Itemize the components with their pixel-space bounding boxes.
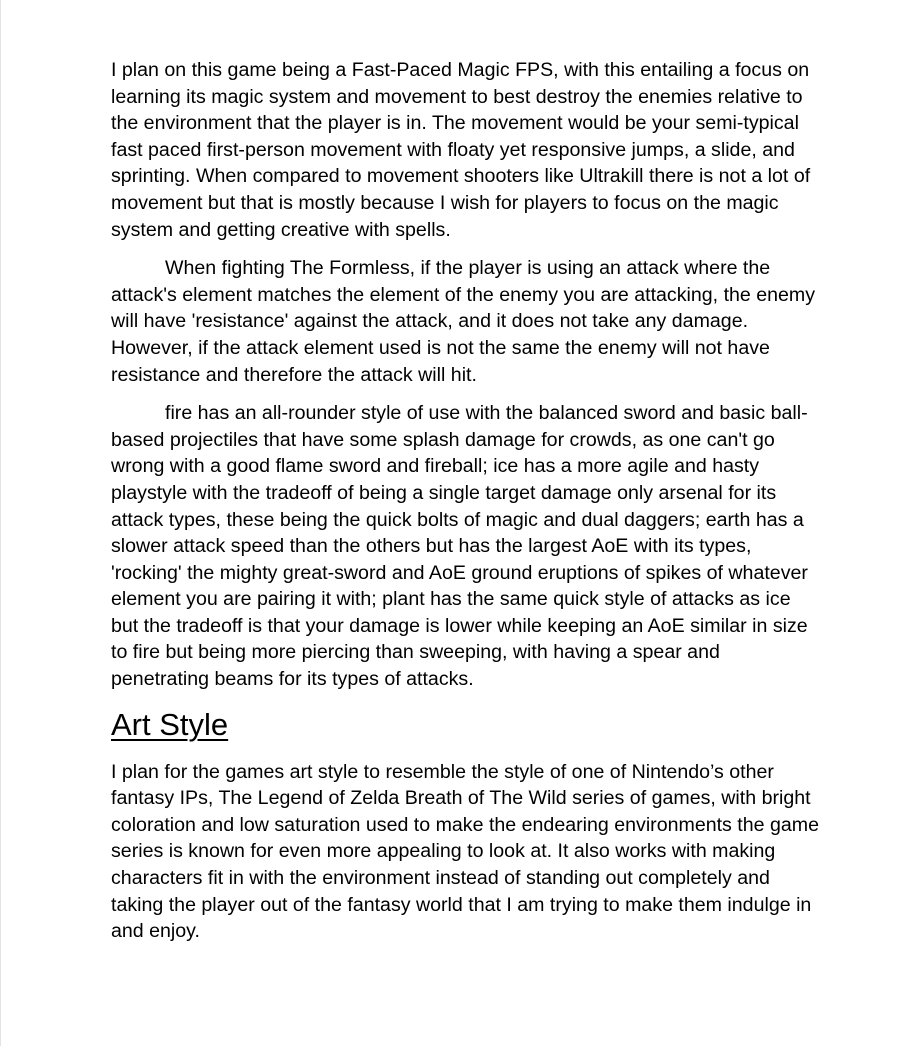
section-heading-art-style: Art Style	[111, 706, 229, 742]
paragraph-game-overview: I plan on this game being a Fast-Paced Magic FPS, with this entailing a focus on learning its magic system and movement to best destroy the enemies relative to the environment that the player is in. The movement would be your semi-typical fast paced first-person movement with floaty yet responsive jumps, a slide, and sprinting. When compared to movement shooters like Ultrakill there is not a lot of movement but that is mostly because I wish for players to focus on the magic system and getting creative with spells.	[111, 59, 811, 241]
paragraph-art-style: I plan for the games art style to resemble the style of one of Nintendo’s other fantasy IPs, The Legend of Zelda Breath of The Wild series of games, with bright coloration and low saturation used to make the endearing environments the game series is known for even more appealing to look at. It also works with making characters fit in with the environment instead of standing out completely and taking the player out of the fantasy world that I am trying to make them indulge in and enjoy.	[111, 760, 819, 943]
paragraph-element-styles: fire has an all-rounder style of use with the balanced sword and basic ball-based projectiles that have some splash damage for crowds, as one can't go wrong with a good flame sword and fireball; ice has a more agile and hasty playstyle with the tradeoff of being a single target damage only arsenal for its attack types, these being the quick bolts of magic and dual daggers; earth has a slower attack speed than the others but has the largest AoE with its types, 'rocking' the mighty great-sword and AoE ground eruptions of spikes of whatever element you are pairing it with; plant has the same quick style of attacks as ice but the tradeoff is that your damage is lower while keeping an AoE similar in size to fire but being more piercing than sweeping, with having a spear and penetrating beams for its types of attacks.	[111, 402, 808, 691]
document-body	[111, 57, 821, 957]
paragraph-formless-resistance: When fighting The Formless, if the player is using an attack where the attack's element matches the element of the enemy you are attacking, the enemy will have 'resistance' against the attack, and it does not take any damage. However, if the attack element used is not the same the enemy will not have resistance and therefore the attack will hit.	[111, 257, 816, 386]
